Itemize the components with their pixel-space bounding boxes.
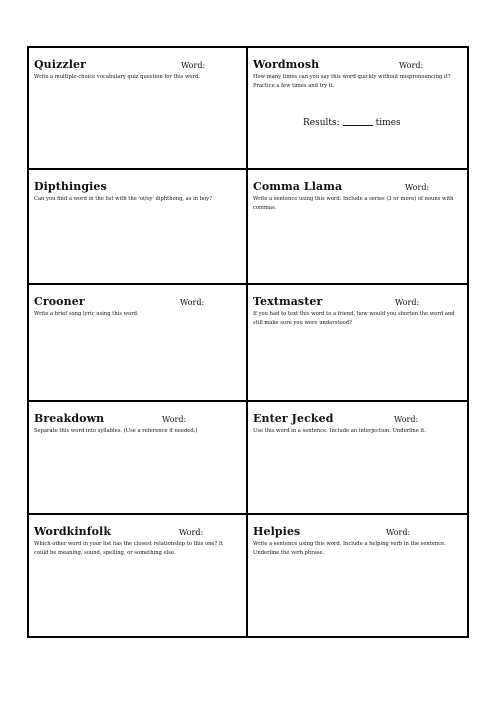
card-prompt: Write a sentence using this word. Include a series (3 or more) of nouns with commas. <box>253 196 454 211</box>
card-prompt: Separate this word into syllables. (Use a reference if needed.) <box>34 428 198 434</box>
card-prompt: Which other word in your list has the closest relationship to this one? It could be meaning, sound, spelling, or something else. <box>34 541 224 556</box>
word-label: Word: <box>394 415 419 424</box>
card-wordmosh <box>248 48 467 170</box>
card-title: Wordmosh <box>253 58 320 71</box>
card-title: Crooner <box>34 295 85 308</box>
card-title: Quizzler <box>34 58 87 71</box>
card-prompt: Write a multiple-choice vocabulary quiz question for this word. <box>34 74 200 80</box>
word-label: Word: <box>386 528 411 537</box>
card-title: Helpies <box>253 525 301 538</box>
card-prompt: Can you find a word in the list with the 'oi/oy' diphthong, as in boy? <box>34 196 212 202</box>
word-label: Word: <box>181 61 206 70</box>
card-enter-jecked <box>248 402 467 515</box>
results-label: Results: <box>303 118 340 128</box>
results-blank <box>343 125 373 126</box>
card-dipthingies <box>29 170 248 285</box>
card-prompt: If you had to text this word to a friend, how would you shorten the word and still make sure you were understood? <box>253 311 455 326</box>
card-textmaster <box>248 285 467 402</box>
results-line <box>303 118 401 128</box>
card-quizzler <box>29 48 248 170</box>
card-grid <box>27 46 469 638</box>
card-wordkinfolk <box>29 515 248 636</box>
card-title: Dipthingies <box>34 180 107 193</box>
word-label: Word: <box>395 298 420 307</box>
card-title: Enter Jecked <box>253 412 334 425</box>
card-title: Breakdown <box>34 412 105 425</box>
card-comma-llama <box>248 170 467 285</box>
card-title: Comma Llama <box>253 180 343 193</box>
card-prompt: Write a brief song lyric using this word. <box>34 311 139 317</box>
card-prompt: Use this word in a sentence. Include an interjection. Underline it. <box>253 428 426 434</box>
card-helpies <box>248 515 467 636</box>
card-crooner <box>29 285 248 402</box>
word-label: Word: <box>405 183 430 192</box>
card-title: Textmaster <box>253 295 323 308</box>
card-prompt: Write a sentence using this word. Include a helping verb in the sentence. Underline the verb phrase. <box>253 541 446 556</box>
card-breakdown <box>29 402 248 515</box>
word-label: Word: <box>162 415 187 424</box>
results-suffix: times <box>375 118 401 128</box>
word-label: Word: <box>399 61 424 70</box>
card-prompt: How many times can you say this word quickly without mispronouncing it? Practice a few times and try it. <box>253 74 451 89</box>
word-label: Word: <box>179 528 204 537</box>
card-title: Wordkinfolk <box>34 525 112 538</box>
word-label: Word: <box>180 298 205 307</box>
